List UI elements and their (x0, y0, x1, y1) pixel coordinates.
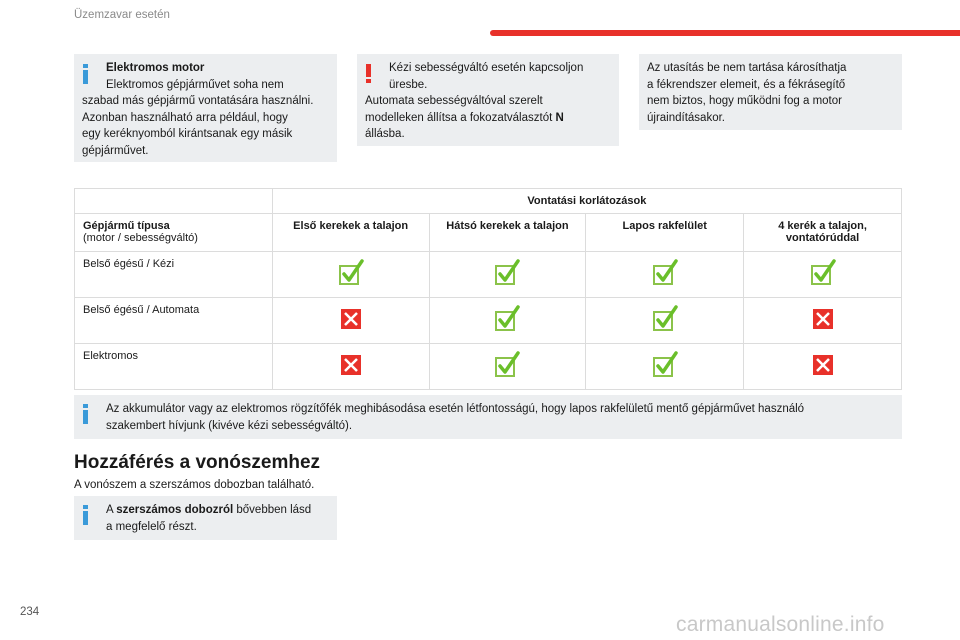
mark-cell (429, 298, 586, 344)
mark-cell (586, 252, 744, 298)
check-icon (651, 351, 679, 379)
page-header-title: Üzemzavar esetén (74, 9, 170, 21)
table-row-header (75, 214, 273, 252)
warning-icon (366, 64, 371, 83)
note-line: Azonban használható arra például, hogy (82, 111, 288, 124)
info-icon (83, 64, 88, 84)
gear-position-n: N (555, 111, 564, 124)
check-icon (493, 351, 521, 379)
mark-cell (744, 298, 902, 344)
note-line: gépjárművet. (82, 144, 149, 157)
warning-line: modelleken állítsa a fokozatválasztót (365, 111, 556, 124)
table-row (75, 344, 902, 390)
battery-note-line: szakembert hívjunk (kivéve kézi sebességváltó). (106, 419, 353, 432)
mark-cell (586, 298, 744, 344)
note-box-battery (74, 395, 902, 439)
brake-line: a fékrendszer elemeit, és a fékrásegítő (647, 78, 846, 91)
cross-icon (812, 354, 834, 376)
brake-line: Az utasítás be nem tartása károsíthatja (647, 62, 847, 74)
column-header: Lapos rakfelület (586, 214, 744, 252)
table-row (75, 252, 902, 298)
check-icon (493, 305, 521, 333)
table-group-header: Vontatási korlátozások (272, 189, 901, 214)
note-title: Elektromos motor (106, 62, 205, 74)
mark-cell (586, 344, 744, 390)
row-header-title: Gépjármű típusa (83, 220, 170, 232)
towing-restrictions-table (74, 188, 902, 390)
column-header: Hátsó kerekek a talajon (429, 214, 586, 252)
section-title: Hozzáférés a vonószemhez (74, 452, 321, 473)
table-corner-cell (75, 189, 273, 214)
table-row (75, 298, 902, 344)
brake-line: újraindításakor. (647, 111, 725, 124)
warning-line: állásba. (365, 128, 405, 140)
check-icon (651, 305, 679, 333)
warning-line: Kézi sebességváltó esetén kapcsoljon (389, 62, 584, 74)
check-icon (809, 259, 837, 287)
row-label: Belső égésű / Kézi (75, 252, 273, 298)
check-icon (651, 259, 679, 287)
check-icon (493, 259, 521, 287)
note-box-tools (74, 496, 337, 540)
column-header: Első kerekek a talajon (272, 214, 429, 252)
warning-line: üresbe. (389, 78, 428, 91)
cross-icon (340, 308, 362, 330)
mark-cell (272, 298, 429, 344)
check-icon (337, 259, 365, 287)
watermark: carmanualsonline.info (676, 613, 885, 636)
row-header-subtitle: (motor / sebességváltó) (83, 232, 198, 244)
mark-cell (429, 344, 586, 390)
cross-icon (340, 354, 362, 376)
section-body: A vonószem a szerszámos dobozban található. (74, 479, 315, 491)
note-line: szabad más gépjármű vontatására használni. (82, 95, 314, 107)
header-accent-bar (490, 30, 960, 36)
info-icon (83, 505, 88, 525)
tools-note-line: a megfelelő részt. (106, 520, 197, 533)
note-box-brake (639, 54, 902, 130)
mark-cell (744, 252, 902, 298)
note-box-electric-motor (74, 54, 337, 162)
row-label: Elektromos (75, 344, 273, 390)
tools-note-suffix: bővebben lásd (233, 504, 312, 516)
mark-cell (429, 252, 586, 298)
page-number: 234 (20, 606, 40, 618)
row-label: Belső égésű / Automata (75, 298, 273, 344)
mark-cell (272, 344, 429, 390)
mark-cell (272, 252, 429, 298)
warning-line: Automata sebességváltóval szerelt (365, 95, 543, 107)
tools-note-bold: szerszámos dobozról (116, 504, 234, 516)
warning-box-gear (357, 54, 619, 146)
info-icon (83, 404, 88, 424)
note-line: egy keréknyomból kirántsanak egy másik (82, 128, 293, 140)
tools-note-prefix: A (106, 504, 117, 516)
column-header: 4 kerék a talajon, vontatórúddal (744, 214, 902, 252)
brake-line: nem biztos, hogy működni fog a motor (647, 95, 842, 107)
mark-cell (744, 344, 902, 390)
note-line: Elektromos gépjárművet soha nem (106, 78, 284, 91)
battery-note-line: Az akkumulátor vagy az elektromos rögzítőfék meghibásodása esetén létfontosságú, hogy lapos rakfelületű mentő gépjárművet használó (106, 403, 805, 415)
cross-icon (812, 308, 834, 330)
